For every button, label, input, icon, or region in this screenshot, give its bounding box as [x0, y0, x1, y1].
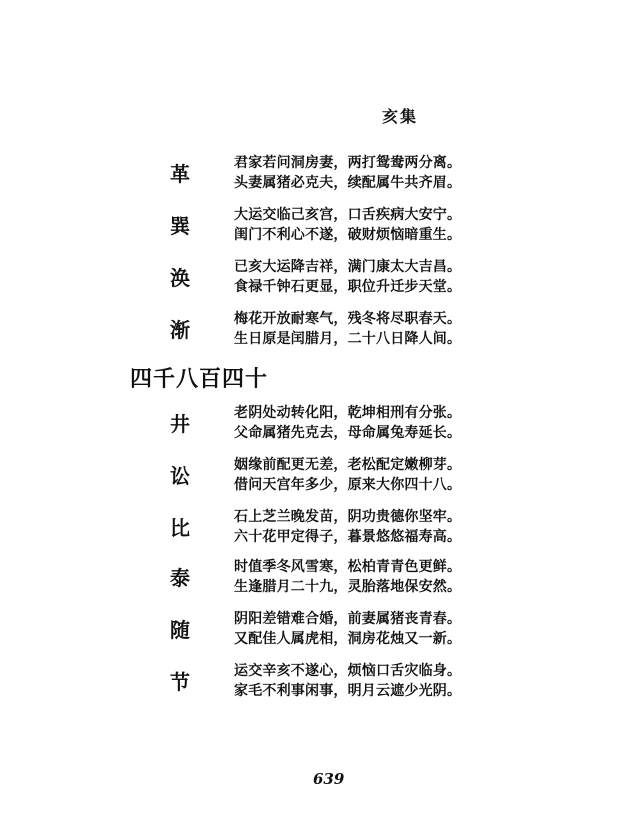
verse-line-2: 生逢腊月二十九，灵胎落地保安然。: [234, 579, 462, 595]
verse-line-1: 运交辛亥不遂心，烦恼口舌灾临身。: [234, 663, 462, 679]
verse-line-1: 阴阳差错难合婚，前妻属猪丧青春。: [234, 611, 462, 627]
verse-entry: [160, 402, 480, 446]
hexagram-name: 泰: [170, 566, 190, 590]
verse-entry: [160, 308, 480, 352]
hexagram-name: 巽: [170, 214, 190, 238]
verse-line-2: 父命属猪先克去，母命属兔寿延长。: [234, 425, 462, 441]
verse-line-2: 闺门不利心不遂，破财烦恼暗重生。: [234, 227, 462, 243]
verse-entry: [160, 556, 480, 600]
verse-entry: [160, 660, 480, 704]
verse-line-1: 姻缘前配更无差，老松配定嫩柳芽。: [234, 457, 462, 473]
hexagram-name: 比: [170, 516, 190, 540]
verse-entry: [160, 608, 480, 652]
verse-entry: [160, 454, 480, 498]
section-title: 四千八百四十: [130, 366, 269, 392]
verse-entry: [160, 204, 480, 248]
verse-line-1: 已亥大运降吉祥，满门康太大吉昌。: [234, 259, 462, 275]
verse-line-1: 石上芝兰晚发苗，阴功贵德你坚牢。: [234, 509, 462, 525]
verse-line-2: 食禄千钟石更显，职位升迁步天堂。: [234, 279, 462, 295]
verse-line-1: 老阴处动转化阳，乾坤相刑有分张。: [234, 405, 462, 421]
hexagram-name: 涣: [170, 266, 190, 290]
hexagram-name: 随: [170, 618, 190, 642]
verse-line-2: 借问天宫年多少，原来大你四十八。: [234, 477, 462, 493]
verse-entry: [160, 256, 480, 300]
page-header: 亥集: [382, 107, 419, 126]
verse-line-2: 家毛不利事闲事，明月云遮少光阴。: [234, 683, 462, 699]
page-number: 639: [313, 770, 345, 788]
hexagram-name: 革: [170, 162, 190, 186]
verse-line-2: 生日原是闰腊月，二十八日降人间。: [234, 331, 462, 347]
verse-line-1: 时值季冬风雪寒，松柏青青色更鲜。: [234, 559, 462, 575]
verse-line-1: 君家若问洞房妻，两打鸳鸯两分离。: [234, 155, 462, 171]
verse-entry: [160, 152, 480, 196]
verse-line-2: 头妻属猪必克夫，续配属牛共齐眉。: [234, 175, 462, 191]
hexagram-name: 讼: [170, 464, 190, 488]
hexagram-name: 渐: [170, 318, 190, 342]
verse-line-1: 梅花开放耐寒气，残冬将尽职春天。: [234, 311, 462, 327]
verse-entry: [160, 506, 480, 550]
verse-line-2: 又配佳人属虎相，洞房花烛又一新。: [234, 631, 462, 647]
verse-line-2: 六十花甲定得子，暮景悠悠福寿高。: [234, 529, 462, 545]
verse-line-1: 大运交临己亥宫，口舌疾病大安宁。: [234, 207, 462, 223]
hexagram-name: 节: [170, 670, 190, 694]
hexagram-name: 井: [170, 412, 190, 436]
